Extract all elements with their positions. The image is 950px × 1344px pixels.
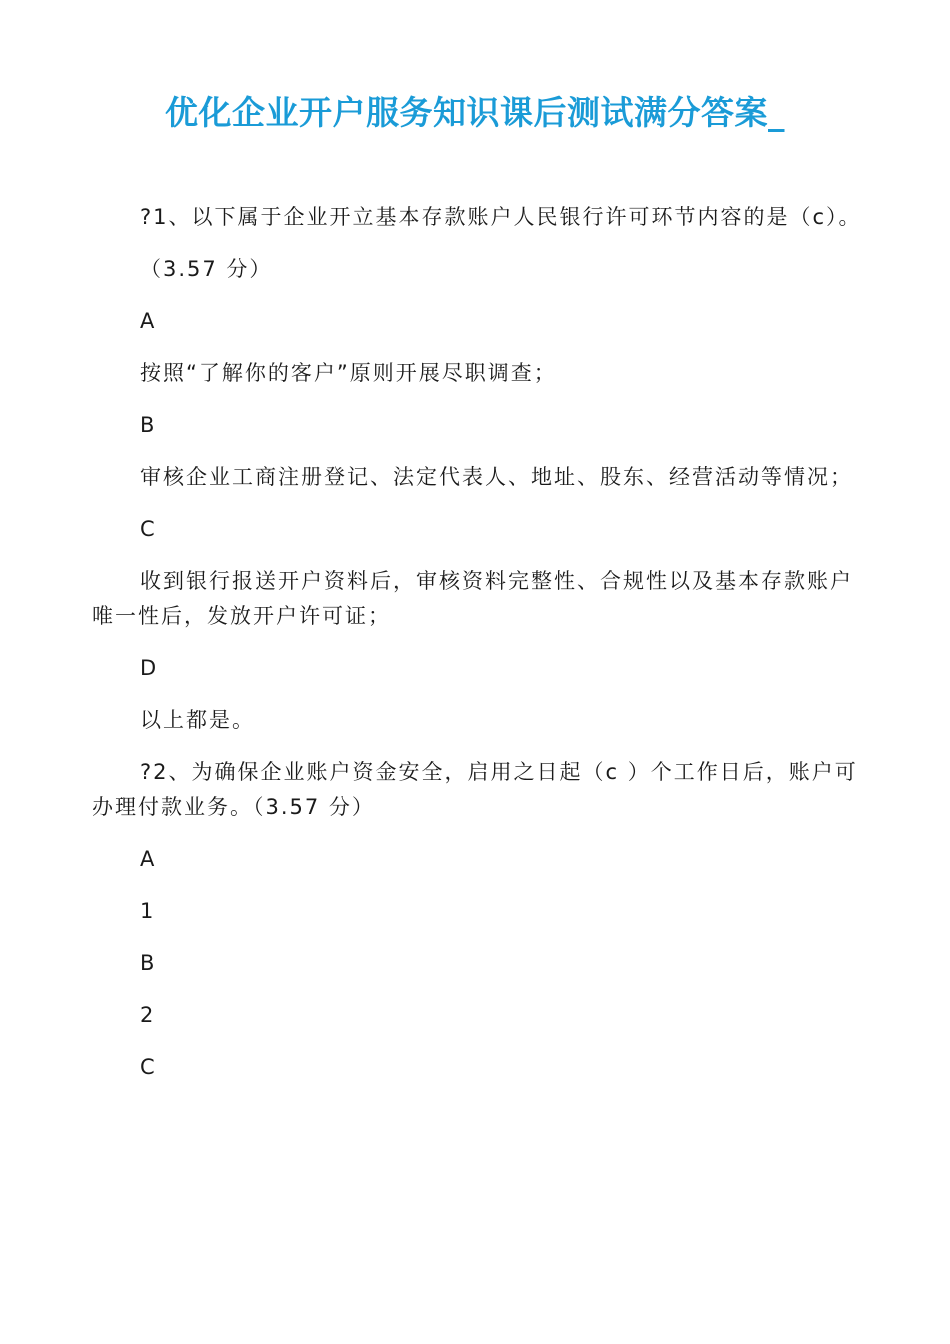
- option-text-a: 1: [140, 899, 156, 923]
- option-text-b: 2: [140, 1003, 156, 1027]
- option-label-a: A: [140, 309, 157, 333]
- option-text-d: 以上都是。: [140, 708, 255, 732]
- option-label-a: A: [140, 847, 157, 871]
- question-2-text: ?2、为确保企业账户资金安全，启用之日起（c ）个工作日后，账户可办理付款业务。（3.57 分）: [92, 760, 858, 819]
- option-text-c: 收到银行报送开户资料后，审核资料完整性、合规性以及基本存款账户唯一性后，发放开户许可证；: [92, 569, 853, 628]
- option-label-b: B: [140, 951, 157, 975]
- question-1-score: （3.57 分）: [140, 257, 273, 281]
- option-label-c: C: [140, 517, 157, 541]
- option-text-a: 按照“了解你的客户”原则开展尽职调查；: [140, 361, 557, 385]
- option-label-c: C: [140, 1055, 157, 1079]
- option-text-b: 审核企业工商注册登记、法定代表人、地址、股东、经营活动等情况；: [140, 465, 853, 489]
- document-body: [92, 200, 862, 1085]
- option-label-b: B: [140, 413, 157, 437]
- option-label-d: D: [140, 656, 159, 680]
- page-title: 优化企业开户服务知识课后测试满分答案_: [165, 93, 785, 132]
- question-1-text: ?1、以下属于企业开立基本存款账户人民银行许可环节内容的是（c）。: [140, 205, 862, 229]
